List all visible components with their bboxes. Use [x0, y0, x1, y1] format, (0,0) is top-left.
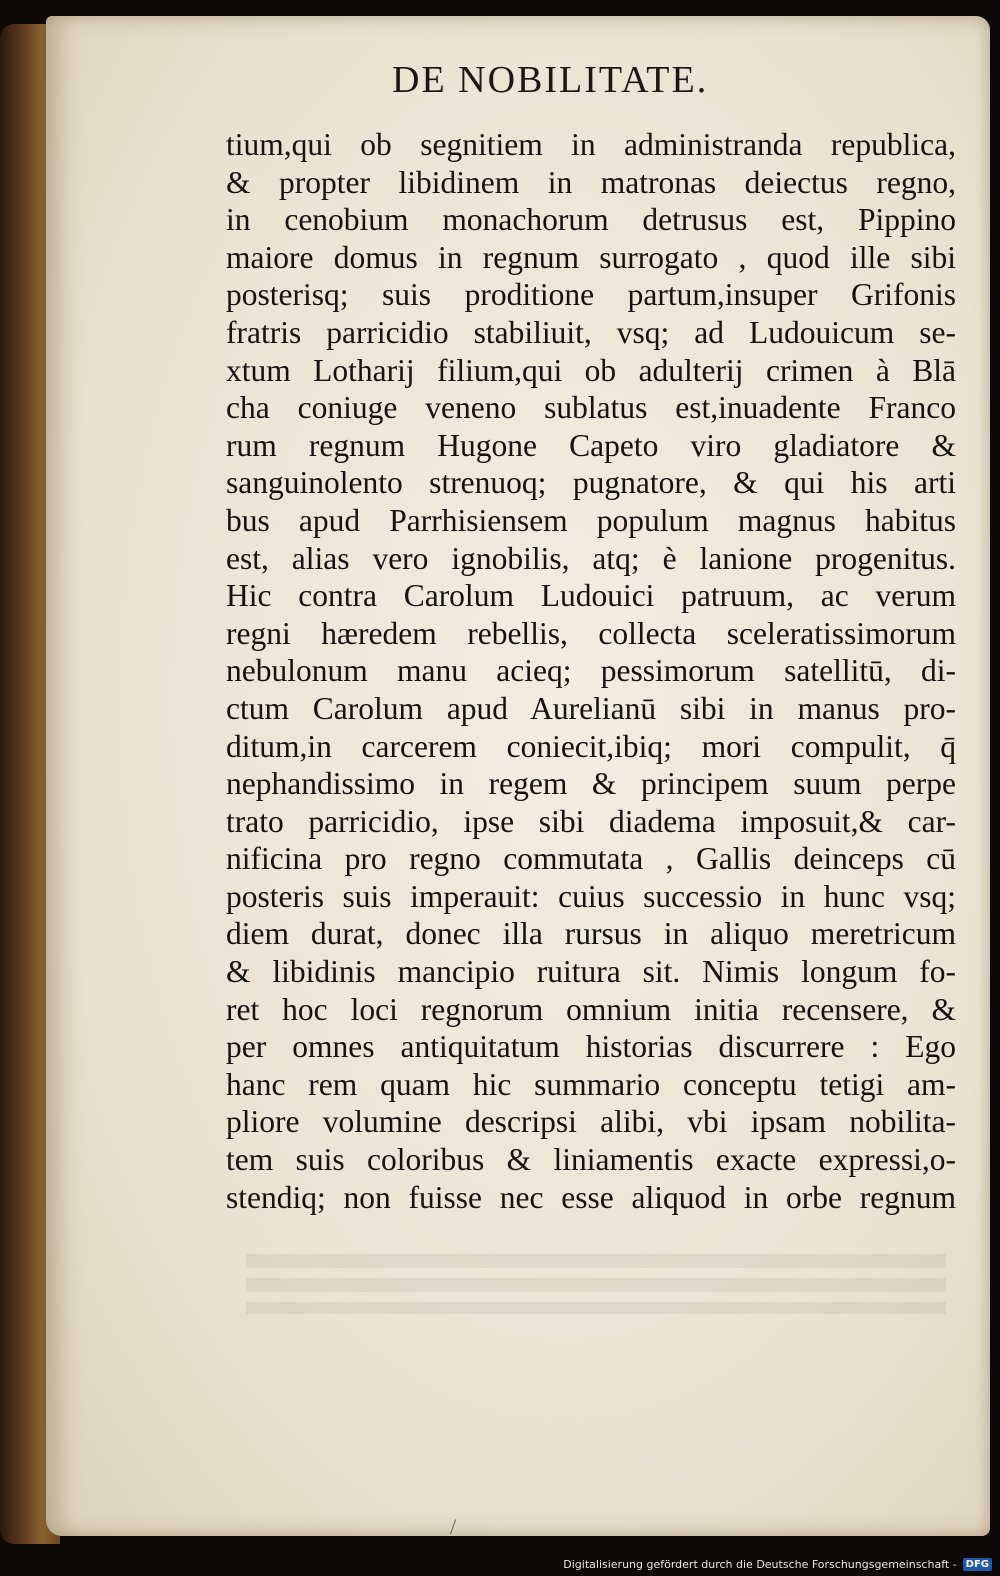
text-block [226, 126, 956, 1216]
text-line: posterisq; suis proditione partum,insuper Grifonis [226, 277, 956, 313]
page-mark: / [450, 1514, 457, 1539]
page [46, 16, 990, 1539]
text-line: ditum,in carcerem coniecit,ibiq; mori compulit, q̄ [226, 728, 956, 764]
dfg-logo-icon: DFG [963, 1558, 992, 1571]
text-line: fratris parricidio stabiliuit, vsq; ad Ludouicum se- [226, 314, 956, 350]
text-line: & libidinis mancipio ruitura sit. Nimis longum fo- [226, 954, 956, 990]
text-line: maiore domus in regnum surrogato , quod ille sibi [226, 239, 956, 275]
text-line: est, alias vero ignobilis, atq; è lanione progenitus. [226, 540, 956, 576]
text-line: hanc rem quam hic summario conceptu tetigi am- [226, 1066, 956, 1102]
text-line: sanguinolento strenuoq; pugnatore, & qui his arti [226, 465, 956, 501]
text-line: bus apud Parrhisiensem populum magnus habitus [226, 502, 956, 538]
credit-bar [563, 1554, 992, 1574]
text-line: pliore volumine descripsi alibi, vbi ipsam nobilita- [226, 1104, 956, 1140]
text-line: Hic contra Carolum Ludouici patruum, ac verum [226, 578, 956, 614]
text-line: ret hoc loci regnorum omnium initia recensere, & [226, 991, 956, 1027]
running-head: DE NOBILITATE. [392, 59, 709, 101]
digitization-credit: Digitalisierung gefördert durch die Deutsche Forschungsgemeinschaft - [563, 1557, 957, 1571]
text-line: cha coniuge veneno sublatus est,inuadente Franco [226, 390, 956, 426]
text-line: tem suis coloribus & liniamentis exacte expressi,o- [226, 1142, 956, 1178]
text-line: ctum Carolum apud Aurelianū sibi in manus pro- [226, 690, 956, 726]
text-line: nephandissimo in regem & principem suum perpe [226, 766, 956, 802]
show-through-text [246, 1254, 946, 1314]
text-line: nificina pro regno commutata , Gallis deinceps cū [226, 841, 956, 877]
text-line: rum regnum Hugone Capeto viro gladiatore & [226, 427, 956, 463]
text-line: regni hæredem rebellis, collecta sceleratissimorum [226, 615, 956, 651]
text-line: stendiq; non fuisse nec esse aliquod in orbe regnum [226, 1179, 956, 1215]
text-line: diem durat, donec illa rursus in aliquo meretricum [226, 916, 956, 952]
text-line: nebulonum manu acieq; pessimorum satellitū, di- [226, 653, 956, 689]
text-line: trato parricidio, ipse sibi diadema imposuit,& car- [226, 803, 956, 839]
text-line: tium,qui ob segnitiem in administranda republica, [226, 127, 956, 162]
text-line: in cenobium monachorum detrusus est, Pippino [226, 202, 956, 238]
text-line: xtum Lotharij filium,qui ob adulterij crimen à Blā [226, 352, 956, 388]
text-line: posteris suis imperauit: cuius successio in hunc vsq; [226, 878, 956, 914]
text-line: & propter libidinem in matronas deiectus regno, [226, 164, 956, 200]
text-line: per omnes antiquitatum historias discurrere : Ego [226, 1029, 956, 1065]
